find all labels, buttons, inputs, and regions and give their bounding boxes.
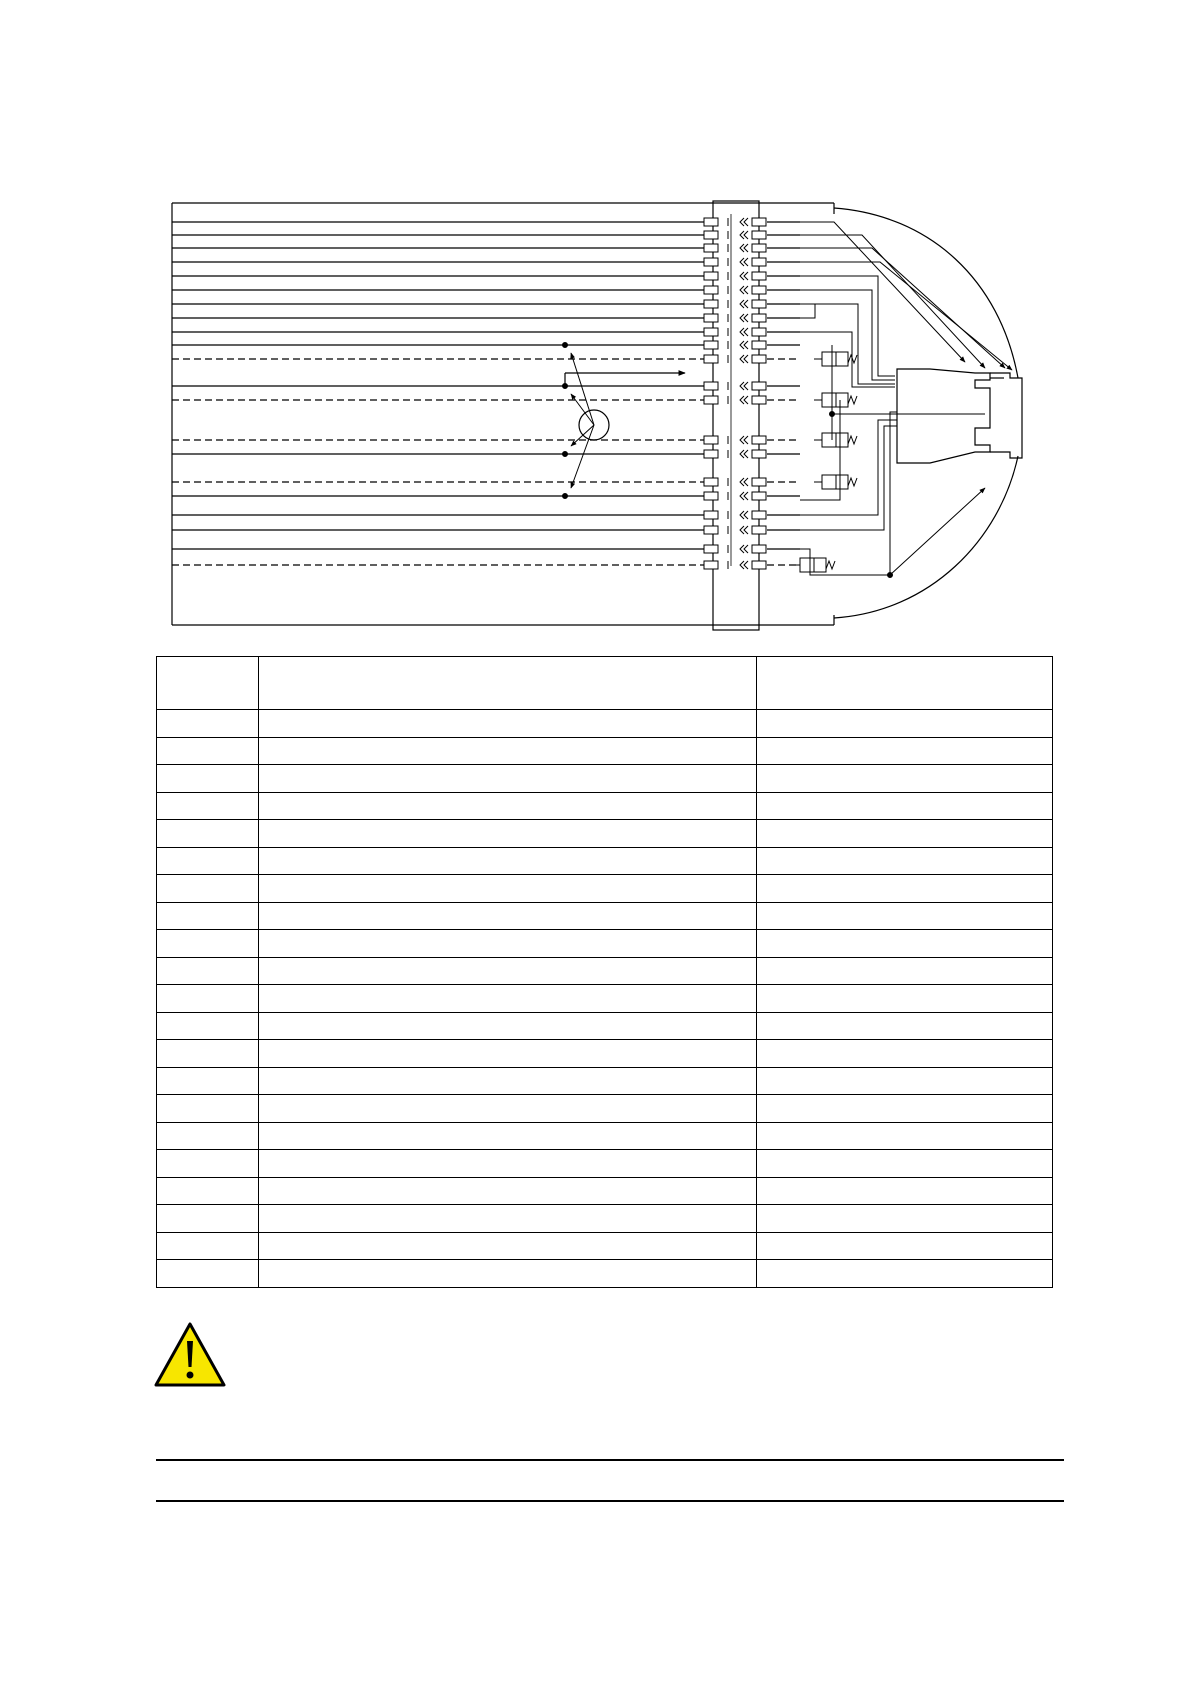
- connector-pin-left: [704, 545, 718, 553]
- column-header: [157, 657, 259, 710]
- table-row: [157, 765, 1053, 793]
- table-cell: [259, 847, 757, 875]
- solenoid-valve-1: [822, 352, 836, 366]
- table-cell: [259, 1232, 757, 1260]
- table-row: [157, 1095, 1053, 1123]
- route-7: [800, 304, 815, 318]
- table-cell: [259, 710, 757, 738]
- table-row: [157, 1232, 1053, 1260]
- wiring-table: [156, 656, 1053, 1288]
- junction-dot: [563, 452, 568, 457]
- connector-pin-left: [704, 526, 718, 534]
- table-cell: [259, 765, 757, 793]
- table-cell: [757, 765, 1053, 793]
- table-row: [157, 930, 1053, 958]
- table-cell: [757, 957, 1053, 985]
- junction-dot: [563, 494, 568, 499]
- warning-triangle-icon: [153, 1321, 227, 1389]
- table-row: [157, 985, 1053, 1013]
- table-cell: [157, 1040, 259, 1068]
- table-row: [157, 1040, 1053, 1068]
- table-cell: [757, 1150, 1053, 1178]
- connector-pin-right: [752, 450, 766, 458]
- table-cell: [757, 1012, 1053, 1040]
- table-cell: [157, 1067, 259, 1095]
- connector-pin-right: [752, 231, 766, 239]
- table-row: [157, 957, 1053, 985]
- table-cell: [757, 792, 1053, 820]
- table-cell: [259, 792, 757, 820]
- table-row: [157, 737, 1053, 765]
- table-cell: [757, 710, 1053, 738]
- sensor-arrow-2: [571, 394, 594, 425]
- connector-pin-right: [752, 545, 766, 553]
- table-row: [157, 1067, 1053, 1095]
- column-header: [259, 657, 757, 710]
- table-row: [157, 1260, 1053, 1288]
- table-cell: [757, 1122, 1053, 1150]
- solenoid-coil: [836, 475, 848, 489]
- solenoid-valves: [792, 352, 857, 572]
- connector-pin-left: [704, 328, 718, 336]
- table-cell: [259, 1150, 757, 1178]
- connector-pin-right: [752, 526, 766, 534]
- solenoid-coil: [836, 352, 848, 366]
- connector-pin-left: [704, 244, 718, 252]
- column-header: [757, 657, 1053, 710]
- table-cell: [157, 1122, 259, 1150]
- solenoid-spring: [848, 396, 857, 404]
- table-cell: [157, 710, 259, 738]
- table-cell: [157, 737, 259, 765]
- connector-pin-left: [704, 355, 718, 363]
- table-row: [157, 1177, 1053, 1205]
- junction-dot: [563, 343, 568, 348]
- table-row: [157, 1122, 1053, 1150]
- table-cell: [757, 1067, 1053, 1095]
- connector-pin-right: [752, 492, 766, 500]
- table-cell: [757, 1177, 1053, 1205]
- solenoid-coil: [836, 393, 848, 407]
- solenoid-spring: [826, 561, 835, 569]
- table-cell: [259, 1205, 757, 1233]
- table-cell: [259, 820, 757, 848]
- connector-pin-right: [752, 355, 766, 363]
- table-cell: [157, 1232, 259, 1260]
- solenoid-valve-3: [822, 433, 836, 447]
- solenoid-valve-2: [822, 393, 836, 407]
- table-row: [157, 1012, 1053, 1040]
- junction-dot: [888, 573, 893, 578]
- connector-pin-left: [704, 450, 718, 458]
- table-cell: [157, 820, 259, 848]
- table-cell: [259, 1012, 757, 1040]
- connector-pin-left: [704, 314, 718, 322]
- table-cell: [157, 875, 259, 903]
- sensor-arrow-1: [571, 353, 594, 425]
- table-cell: [757, 1095, 1053, 1123]
- junction-dot: [563, 384, 568, 389]
- table-cell: [757, 1260, 1053, 1288]
- connector-pin-left: [704, 436, 718, 444]
- table-cell: [259, 737, 757, 765]
- connector-pin-left: [704, 218, 718, 226]
- table-cell: [757, 902, 1053, 930]
- connector-pin-right: [752, 300, 766, 308]
- table-cell: [157, 902, 259, 930]
- table-cell: [757, 985, 1053, 1013]
- table-cell: [259, 957, 757, 985]
- harness-arc-bottom: [834, 456, 1018, 618]
- table-row: [157, 902, 1053, 930]
- solenoid-valve-5: [800, 558, 814, 572]
- table-row: [157, 710, 1053, 738]
- table-cell: [757, 875, 1053, 903]
- junction-dot: [830, 412, 835, 417]
- table-cell: [757, 847, 1053, 875]
- table-row: [157, 875, 1053, 903]
- connector-pin-left: [704, 341, 718, 349]
- route-2: [800, 235, 985, 368]
- table-cell: [157, 1177, 259, 1205]
- solenoid-spring: [848, 478, 857, 486]
- connector-pin-right: [752, 244, 766, 252]
- table-cell: [757, 820, 1053, 848]
- solenoid-spring: [848, 436, 857, 444]
- connector-pin-left: [704, 561, 718, 569]
- solenoid-coil: [814, 558, 826, 572]
- table-cell: [157, 1150, 259, 1178]
- table-row: [157, 820, 1053, 848]
- connector-pin-left: [704, 286, 718, 294]
- table-cell: [157, 930, 259, 958]
- table-cell: [157, 985, 259, 1013]
- connector-pin-right: [752, 511, 766, 519]
- table-row: [157, 1205, 1053, 1233]
- connector-pin-left: [704, 492, 718, 500]
- connector-pin-right: [752, 258, 766, 266]
- connector-pin-left: [704, 478, 718, 486]
- table-header-row: [157, 657, 1053, 710]
- table-row: [157, 847, 1053, 875]
- table-cell: [157, 1012, 259, 1040]
- connector-pin-right: [752, 341, 766, 349]
- route-8: [800, 304, 895, 384]
- connector-pin-right: [752, 286, 766, 294]
- table-cell: [157, 1260, 259, 1288]
- connector-pin-right: [752, 314, 766, 322]
- table-cell: [157, 1205, 259, 1233]
- table-cell: [757, 1232, 1053, 1260]
- wiring-diagram: [0, 0, 1191, 640]
- connector-pin-right: [752, 382, 766, 390]
- harness-frame: [172, 201, 1022, 630]
- solenoid-valve-4: [822, 475, 836, 489]
- valve-body: [990, 373, 1022, 458]
- table-cell: [157, 957, 259, 985]
- table-cell: [259, 1040, 757, 1068]
- table-cell: [259, 875, 757, 903]
- solenoid-coil: [836, 433, 848, 447]
- table-cell: [259, 1177, 757, 1205]
- connector-pin-right: [752, 478, 766, 486]
- table-cell: [259, 1122, 757, 1150]
- connector-pin-left: [704, 272, 718, 280]
- connector-pin-left: [704, 396, 718, 404]
- route-15: [890, 412, 897, 575]
- table-cell: [757, 737, 1053, 765]
- table-cell: [259, 902, 757, 930]
- route-3: [800, 248, 1005, 368]
- table-cell: [259, 1260, 757, 1288]
- connector-pin-right: [752, 218, 766, 226]
- route-1: [800, 222, 965, 362]
- table-cell: [757, 930, 1053, 958]
- table-cell: [757, 1040, 1053, 1068]
- table-cell: [157, 1095, 259, 1123]
- table-cell: [259, 1067, 757, 1095]
- table-cell: [757, 1205, 1053, 1233]
- connector-pin-right: [752, 436, 766, 444]
- connector-pin-right: [752, 272, 766, 280]
- connector-pin-left: [704, 231, 718, 239]
- footer-rule-bottom: [156, 1500, 1064, 1502]
- connector-pin-right: [752, 396, 766, 404]
- table-row: [157, 1150, 1053, 1178]
- connector-pin-left: [704, 382, 718, 390]
- table-cell: [157, 847, 259, 875]
- table-row: [157, 792, 1053, 820]
- connector-pin-left: [704, 511, 718, 519]
- table-cell: [259, 985, 757, 1013]
- manifold-block: [897, 369, 990, 463]
- footer-rule-top: [156, 1459, 1064, 1461]
- table-cell: [259, 930, 757, 958]
- table-cell: [259, 1095, 757, 1123]
- table-cell: [157, 792, 259, 820]
- connector-pin-left: [704, 300, 718, 308]
- route-14: [800, 488, 985, 575]
- connector-pin-left: [704, 258, 718, 266]
- table-cell: [157, 765, 259, 793]
- connector-pin-right: [752, 561, 766, 569]
- connector-pin-right: [752, 328, 766, 336]
